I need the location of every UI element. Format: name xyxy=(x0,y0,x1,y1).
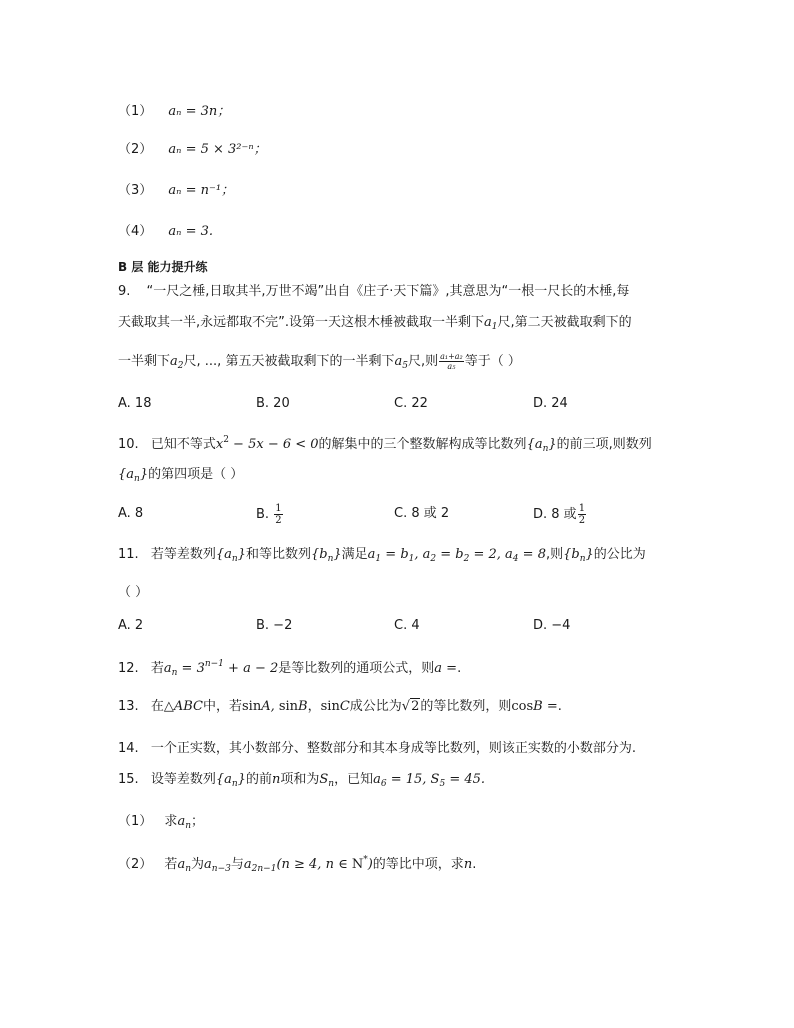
math-sqrt-2: √2 xyxy=(401,699,420,714)
math-sequence-bn: $\{b_n\}$ xyxy=(563,547,594,564)
q11-text: 和等比数列 xyxy=(245,547,311,562)
q15-text: 与 xyxy=(230,857,244,872)
question-number: 9. xyxy=(118,284,131,299)
q9-text: 一半剩下 xyxy=(118,354,171,369)
q15-sub-1 xyxy=(118,813,204,835)
q9-text: 天截取其一半,永远都取不完”.设第一天这根木棰被截取一半剩下 xyxy=(118,315,484,330)
item-2 xyxy=(118,141,267,159)
math-sequence-an: $\{a_n\}$ xyxy=(526,437,557,454)
q9-option-b: B. 20 xyxy=(256,396,290,411)
q10-line-1 xyxy=(118,431,652,458)
q15-text: 的等比中项，求 xyxy=(372,857,464,872)
q11-option-a: A. 2 xyxy=(118,618,144,633)
q11-line-1 xyxy=(118,546,646,568)
math-a5: $a_5$ xyxy=(394,354,408,371)
q13-line: 13. 在△ABC中，若sinA, sinB，sinC成公比为√2的等比数列，则cosB =. xyxy=(118,699,562,714)
item-4 xyxy=(118,223,213,241)
q15-text: 求 xyxy=(164,814,178,829)
fraction-one-half: $\frac{1}{2}$ xyxy=(275,503,282,526)
math-sinc: sinC xyxy=(320,699,350,714)
q15-text: 项和为 xyxy=(280,772,320,787)
item-expression: aₙ = n⁻¹； xyxy=(168,183,235,198)
q12-line xyxy=(118,655,461,682)
math-an: $a_n$ xyxy=(177,857,191,874)
math-given: $a_6 = 15$, $S_5 = 45$. xyxy=(373,772,486,789)
item-3 xyxy=(118,182,234,200)
question-number: 15. xyxy=(118,772,139,787)
q9-option-c: C. 22 xyxy=(394,396,428,411)
q9-option-a: A. 18 xyxy=(118,396,152,411)
question-number: 13. xyxy=(118,699,139,714)
q15-text: 的前 xyxy=(245,772,272,787)
question-number: 12. xyxy=(118,661,139,676)
q11-text: 的公比为 xyxy=(593,547,646,562)
question-number: 14. xyxy=(118,741,139,756)
item-expression: aₙ = 5 × 3²⁻ⁿ； xyxy=(168,142,267,157)
math-sequence-an: $\{a_n\}$ xyxy=(215,547,246,564)
math-an-formula: $a_n = 3^{n-1} + a - 2$ xyxy=(163,659,279,678)
q15-text: ，已知 xyxy=(334,772,374,787)
math-sequence-an: $\{a_n\}$ xyxy=(215,772,246,789)
q11-option-b: B. −2 xyxy=(256,618,293,633)
math-sines: sinA, sinB xyxy=(241,699,308,714)
q9-text: 尺, ..., 第五天被截取剩下的一半剩下 xyxy=(183,354,395,369)
q9-text: 尺,第二天被截取剩下的 xyxy=(497,315,632,330)
q12-text: 若 xyxy=(150,661,164,676)
q13-text: . xyxy=(557,699,562,714)
q12-text: . xyxy=(457,661,462,676)
math-a2: $a_2$ xyxy=(170,354,184,371)
fraction-a1-plus-a2-over-a5: $\frac{\text{a₁+a₂}}{\text{a₅}}$ xyxy=(440,352,463,371)
q10-line-2 xyxy=(118,466,243,488)
math-sequence-bn: $\{b_n\}$ xyxy=(310,547,342,564)
q15-text: ； xyxy=(191,814,205,829)
math-triangle-abc: ABC xyxy=(173,699,203,714)
math-a-n-minus-3: $a_{n-3}$ xyxy=(204,857,231,874)
q10-option-a: A. 8 xyxy=(118,506,144,521)
q9-line-2 xyxy=(118,314,632,336)
math-a: a = xyxy=(434,661,458,676)
q12-text: 是等比数列的通项公式，则 xyxy=(278,661,435,676)
q9-line-1 xyxy=(118,283,629,301)
q15-text: 设等差数列 xyxy=(150,772,216,787)
q15-text: 为 xyxy=(191,857,205,872)
math-n: n xyxy=(463,857,473,872)
item-expression: aₙ = 3. xyxy=(168,224,214,239)
q13-text: 的等比数列，则 xyxy=(420,699,512,714)
item-label: （2） xyxy=(118,142,153,157)
q13-text: 成公比为 xyxy=(349,699,402,714)
math-an: $a_n$ xyxy=(177,814,191,831)
item-label: （3） xyxy=(118,183,153,198)
q10-option-d xyxy=(533,503,587,526)
q15-text: . xyxy=(472,857,477,872)
q9-line-3 xyxy=(118,352,521,375)
question-number: 10. xyxy=(118,437,139,452)
question-number: 11. xyxy=(118,547,139,562)
item-expression: aₙ = 3n； xyxy=(168,104,231,119)
q13-text: 在△ xyxy=(150,699,174,714)
q10-text: 已知不等式 xyxy=(150,437,216,452)
q10-option-c: C. 8 或 2 xyxy=(394,506,450,521)
q10-text: 的第四项是（ ） xyxy=(148,467,244,482)
math-a-2n-minus-1: $a_{2n-1}(n \ge 4$, n ∈ N*) xyxy=(243,855,373,874)
q11-text: ,则 xyxy=(545,547,564,562)
item-1 xyxy=(118,103,230,121)
q14-line xyxy=(118,740,636,758)
q11-text: 满足 xyxy=(341,547,368,562)
q15-line xyxy=(118,771,485,793)
q15-sub-2 xyxy=(118,851,476,878)
section-heading: B 层 能力提升练 xyxy=(118,260,208,274)
q13-text: 中，若 xyxy=(202,699,242,714)
sub-label: （1） xyxy=(118,814,153,829)
fraction-one-half: $\frac{1}{2}$ xyxy=(578,503,586,526)
math-a1: $a_1$ xyxy=(484,315,498,332)
q11-option-d: D. −4 xyxy=(533,618,571,633)
q9-text: “一尺之棰,日取其半,万世不竭”出自《庄子·天下篇》,其意思为“一根一尺长的木棰,每 xyxy=(146,284,630,299)
sub-label: （2） xyxy=(118,857,153,872)
math-cosb: cosB = xyxy=(511,699,558,714)
q10-text: 的解集中的三个整数解构成等比数列 xyxy=(318,437,527,452)
q9-text: 尺,则 xyxy=(407,354,439,369)
math-conditions: $a_1 = b_1$, $a_2 = b_2 = 2$, $a_4 = 8$ xyxy=(367,547,546,564)
q10-option-b xyxy=(256,503,284,526)
item-label: （4） xyxy=(118,224,153,239)
q9-option-d: D. 24 xyxy=(533,396,568,411)
q14-text: 一个正实数，其小数部分、整数部分和其本身成等比数列，则该正实数的小数部分为. xyxy=(150,741,636,756)
option-label: D. 8 或 xyxy=(533,507,577,522)
q9-text: 等于（ ） xyxy=(464,354,521,369)
math-inequality: $x^2 - 5x - 6 < 0$ xyxy=(215,435,319,452)
q10-text: 的前三项,则数列 xyxy=(556,437,652,452)
math-sequence-an: $\{a_n\}$ xyxy=(118,467,149,484)
math-n: n xyxy=(271,772,281,787)
q11-option-c: C. 4 xyxy=(394,618,420,633)
q11-text: 若等差数列 xyxy=(150,547,216,562)
math-sn: $S_n$ xyxy=(319,772,335,789)
q15-text: 若 xyxy=(164,857,178,872)
option-label: B. xyxy=(256,507,270,522)
q11-line-2: （ ） xyxy=(118,585,149,600)
item-label: （1） xyxy=(118,104,153,119)
